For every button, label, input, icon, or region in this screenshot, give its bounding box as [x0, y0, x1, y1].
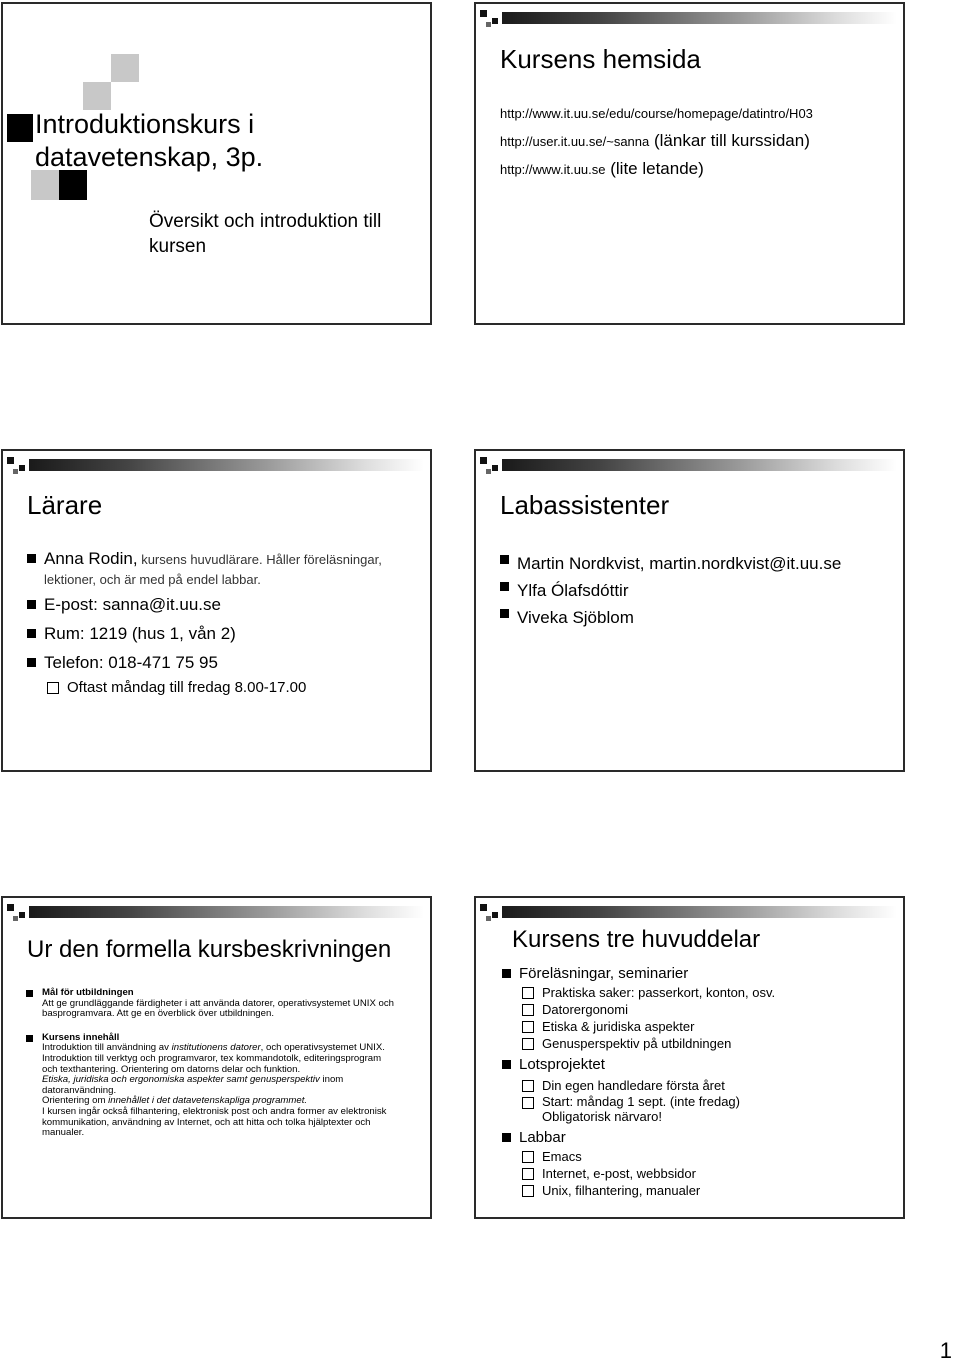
slide-header-decoration: [3, 451, 430, 477]
slide-teachers: [1, 449, 432, 772]
slide-title: Ur den formella kursbeskrivningen: [27, 936, 392, 963]
slide-header-decoration: [476, 451, 903, 477]
course-url-link[interactable]: http://www.it.uu.se/edu/course/homepage/datintro/H03: [500, 106, 813, 121]
list-item: Datorergonomi: [502, 1001, 897, 1018]
title-line-1: Introduktionskurs i: [35, 109, 255, 139]
list-item: Telefon: 018-471 75 95: [27, 653, 422, 673]
list-item: Anna Rodin, kursens huvudlärare. Håller föreläsningar, lektioner, och är med på endel labbar.: [27, 549, 422, 589]
slide-title: Kursens hemsida: [500, 44, 701, 74]
page-number: 1: [939, 1338, 952, 1363]
slide-title: [35, 108, 263, 174]
list-item: http://user.it.uu.se/~sanna (länkar till kurssidan): [500, 131, 810, 150]
slide-header-decoration: [3, 898, 430, 924]
list-item: Etiska & juridiska aspekter: [502, 1018, 897, 1035]
slide-lab-assistants: [474, 449, 905, 772]
list-item: E-post: sanna@it.uu.se: [27, 595, 422, 615]
teacher-info-list: [27, 549, 422, 696]
list-item: Ylfa Ólafsdóttir: [500, 577, 841, 604]
list-item: Mål för utbildningen Att ge grundläggande färdigheter i att använda datorer, operativsystemet UNIX och basprogramvara. Att ge en överblick över utbildningen.: [26, 988, 396, 1020]
link-list: [500, 99, 813, 183]
list-item: http://www.it.uu.se (lite letande): [500, 159, 704, 178]
list-item: Oftast måndag till fredag 8.00-17.00: [27, 679, 422, 696]
slide-title: Lärare: [27, 490, 103, 520]
list-item: Martin Nordkvist, martin.nordkvist@it.uu.se: [500, 550, 841, 577]
list-item: Föreläsningar, seminarier: [502, 964, 897, 984]
list-item: Emacs: [502, 1148, 897, 1165]
list-item: Start: måndag 1 sept. (inte fredag) Obligatorisk närvaro!: [502, 1094, 792, 1124]
list-item: Genusperspektiv på utbildningen: [502, 1035, 897, 1052]
course-description-list: [26, 988, 396, 1139]
slide-subtitle: Översikt och introduktion till kursen: [149, 211, 382, 257]
list-item: Viveka Sjöblom: [500, 604, 841, 631]
assistant-list: [500, 550, 841, 631]
list-item: Kursens innehåll Introduktion till användning av institutionens datorer, och operativsystemet UNIX. Introduktion till verktyg och programvaror, tex kommandotolk, editeringsprogram och texthantering. Orientering om datorns delar och funktion. Etiska, juridiska och ergonomiska aspekter samt genusperspektiv inom datoranvändning. Orientering om innehållet i det datavetenskapliga programmet. I kursen ingår också filhantering, elektronisk post och andra former av elektronisk kommunikation, användning av Internet, och att hitta och tolka hjälptexter och manualer.: [26, 1033, 396, 1139]
slide-header-decoration: [476, 898, 903, 924]
user-url-link[interactable]: http://user.it.uu.se/~sanna: [500, 134, 650, 149]
slide-intro: [1, 2, 432, 325]
list-item: Labbar: [502, 1128, 897, 1148]
slide-title: Kursens tre huvuddelar: [512, 926, 761, 953]
list-item: Din egen handledare första året: [502, 1077, 897, 1094]
department-url-link[interactable]: http://www.it.uu.se: [500, 162, 606, 177]
list-item: Unix, filhantering, manualer: [502, 1182, 897, 1199]
list-item: Internet, e-post, webbsidor: [502, 1165, 897, 1182]
slide-header-decoration: [476, 4, 903, 30]
list-item: Lotsprojektet: [502, 1055, 897, 1075]
course-parts-list: [502, 964, 897, 1199]
title-line-2: datavetenskap, 3p.: [35, 142, 264, 172]
slide-three-parts: [474, 896, 905, 1219]
slide-course-homepage: [474, 2, 905, 325]
slide-title: Labassistenter: [500, 490, 670, 520]
list-item: [500, 99, 813, 127]
list-item: Rum: 1219 (hus 1, vån 2): [27, 624, 422, 644]
list-item: Praktiska saker: passerkort, konton, osv.: [502, 984, 897, 1001]
